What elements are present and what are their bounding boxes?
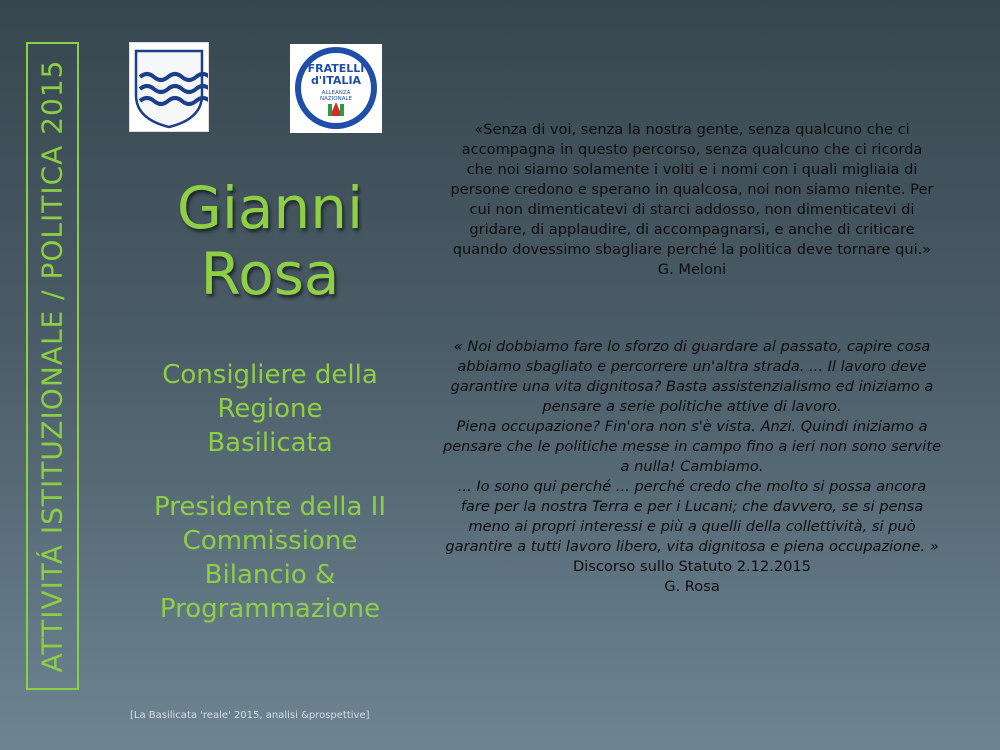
quote-line: accompagna in questo percorso, senza qualcuno che ci ricorda: [461, 141, 923, 158]
party-name-line2: d'ITALIA: [310, 74, 362, 87]
person-name: [150, 175, 390, 307]
quote-line: pensare a serie politiche attive di lavoro.: [542, 398, 842, 415]
quote-line: « Noi dobbiamo fare lo sforzo di guardare al passato, capire cosa: [453, 338, 931, 355]
quote-line: pensare che le politiche messe in campo fino a ieri non sono servite: [442, 438, 942, 455]
quote-meloni: [412, 120, 972, 280]
footer-source: [La Basilicata 'reale' 2015, analisi &prospettive]: [130, 710, 370, 721]
quote-line: garantire a tutti lavoro libero, vita dignitosa e piena occupazione. »: [445, 538, 939, 555]
role-line: Commissione: [182, 526, 358, 556]
quote-line: ... Io sono qui perché ... perché credo che molto si possa ancora: [457, 478, 927, 495]
quote-line: a nulla! Cambiamo.: [620, 458, 764, 475]
basilicata-crest-icon: [129, 42, 209, 132]
role-line: Presidente della II: [153, 492, 387, 522]
quote-author: G. Meloni: [657, 261, 727, 278]
role-line: Consigliere della: [162, 360, 378, 390]
quote-author: G. Rosa: [664, 578, 720, 595]
quote-line: fare per la nostra Terra e per i Lucani; che davvero, se si pensa: [460, 498, 924, 515]
quote-rosa: [412, 337, 972, 597]
quote-line: «Senza di voi, senza la nostra gente, senza qualcuno che ci: [474, 121, 910, 138]
role-president: [130, 490, 410, 626]
quote-line: persone credono e sperano in qualcosa, noi non siamo niente. Per: [450, 181, 934, 198]
party-logo: [290, 44, 382, 133]
quote-line: abbiamo sbagliato e percorrere un'altra strada. ... Il lavoro deve: [457, 358, 927, 375]
quote-line: che noi siamo solamente i volti e i nomi con i quali migliaia di: [466, 161, 918, 178]
quote-line: cui non dimenticatevi di starci addosso, non dimenticatevi di: [469, 201, 915, 218]
quote-line: gridare, di applaudire, di accompagnarsi, e anche di criticare: [469, 221, 915, 238]
sidebar-title: ATTIVITÁ ISTITUZIONALE / POLITICA 2015: [35, 59, 69, 673]
party-name-line1: FRATELLI: [307, 62, 365, 75]
role-line: Regione: [217, 394, 323, 424]
quote-line: quando dovessimo sbagliare perché la politica deve tornare qui.»: [452, 241, 932, 258]
first-name: Gianni: [176, 174, 364, 242]
party-name-line3: ALLEANZA: [321, 90, 351, 96]
quote-line: garantire una vita dignitosa? Basta assistenzialismo ed iniziamo a: [450, 378, 934, 395]
quote-line: Piena occupazione? Fin'ora non s'è vista. Anzi. Quindi iniziamo a: [456, 418, 928, 435]
role-councillor: [130, 358, 410, 460]
last-name: Rosa: [200, 240, 340, 308]
quote-occasion: Discorso sullo Statuto 2.12.2015: [572, 558, 811, 575]
role-line: Basilicata: [207, 428, 333, 458]
role-line: Programmazione: [159, 594, 381, 624]
party-name-line4: NAZIONALE: [319, 96, 353, 102]
role-line: Bilancio &: [204, 560, 336, 590]
quote-line: meno ai propri interessi e più a quelli della collettività, si può: [468, 518, 916, 535]
